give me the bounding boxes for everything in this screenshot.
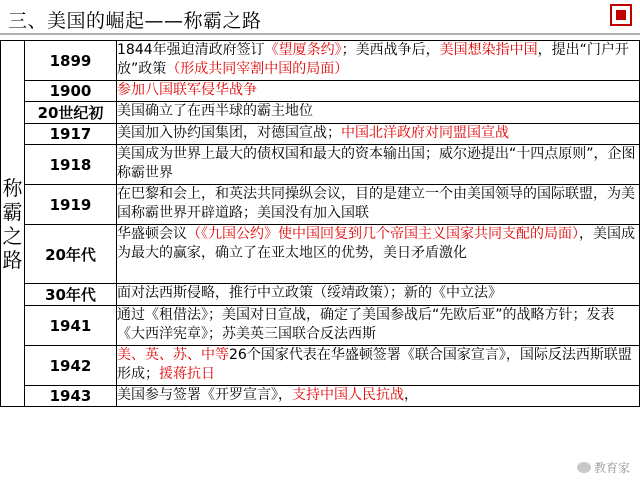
wechat-icon xyxy=(577,462,591,473)
highlight-text: 中国北洋政府对同盟国宣战 xyxy=(341,125,509,141)
year-cell: 1917 xyxy=(25,124,117,145)
highlight-text: 《望厦条约》 xyxy=(264,42,342,58)
watermark xyxy=(577,459,630,476)
description-cell xyxy=(117,346,640,386)
body-text: ， xyxy=(404,387,418,403)
body-text: 美国加入协约国集团，对德国宣战； xyxy=(117,125,341,141)
table-row xyxy=(1,81,640,102)
description-cell xyxy=(117,145,640,185)
table-row xyxy=(1,386,640,407)
year-cell: 1919 xyxy=(25,185,117,225)
body-text: 26个国家代表在华盛顿签署《联合国家宣言》，国际反法西斯联盟形成； xyxy=(117,347,632,382)
table-row xyxy=(1,225,640,284)
body-text: ，美国成为最大的赢家，确立了在亚太地区的优势，美日矛盾激化 xyxy=(117,226,635,261)
description-cell xyxy=(117,306,640,346)
description-cell xyxy=(117,284,640,306)
side-label-char: 之 xyxy=(2,223,23,248)
year-cell: 30年代 xyxy=(25,284,117,306)
highlight-text: （《九国公约》使中国回复到几个帝国主义国家共同支配的局面） xyxy=(187,226,579,242)
table-row xyxy=(1,346,640,386)
table-row xyxy=(1,145,640,185)
table-row xyxy=(1,102,640,124)
table-row xyxy=(1,185,640,225)
year-cell: 1900 xyxy=(25,81,117,102)
highlight-text: 美国想染指中国 xyxy=(439,42,538,58)
side-label xyxy=(1,41,25,407)
table-row xyxy=(1,41,640,81)
year-cell: 1941 xyxy=(25,306,117,346)
body-text: 美国成为世界上最大的债权国和最大的资本输出国；威尔逊提出“十四点原则”，企图称霸世界 xyxy=(117,146,636,181)
description-cell xyxy=(117,81,640,102)
body-text: ，提出“门户开放”政策 xyxy=(117,42,629,77)
highlight-text: 参加八国联军侵华战争 xyxy=(117,82,257,98)
side-label-char: 霸 xyxy=(2,199,23,224)
watermark-text: 教育家 xyxy=(593,461,630,475)
header-bar xyxy=(0,0,640,38)
year-cell: 1942 xyxy=(25,346,117,386)
description-cell xyxy=(117,185,640,225)
body-text: 华盛顿会议 xyxy=(117,226,187,242)
year-cell: 1899 xyxy=(25,41,117,81)
description-cell xyxy=(117,102,640,124)
description-cell xyxy=(117,386,640,407)
side-label-char: 路 xyxy=(2,247,23,272)
description-cell xyxy=(117,41,640,81)
table-row xyxy=(1,284,640,306)
highlight-text: 援蒋抗日 xyxy=(159,366,215,382)
highlight-text: 美、英、苏、中等 xyxy=(117,347,229,363)
year-cell: 1943 xyxy=(25,386,117,407)
body-text: 美国参与签署《开罗宣言》， xyxy=(117,387,292,403)
year-cell: 20年代 xyxy=(25,225,117,284)
description-cell xyxy=(117,225,640,284)
body-text: 在巴黎和会上，和英法共同操纵会议，目的是建立一个由美国领导的国际联盟，为美国称霸世界开辟道路；美国没有加入国联 xyxy=(117,186,635,221)
side-label-char: 称 xyxy=(2,175,23,200)
body-text: ；美西战争后， xyxy=(341,42,440,58)
body-text: 通过《租借法》；美国对日宣战，确定了美国参战后“先欧后亚”的战略方针；发表《大西洋宪章》；苏美英三国联合反法西斯 xyxy=(117,307,615,342)
year-cell: 20世纪初 xyxy=(25,102,117,124)
header-divider xyxy=(0,33,640,35)
body-text: 1844年强迫清政府签订 xyxy=(117,42,265,58)
highlight-text: 支持中国人民抗战 xyxy=(292,387,404,403)
table-row xyxy=(1,124,640,145)
table-row xyxy=(1,306,640,346)
body-text: 美国确立了在西半球的霸主地位 xyxy=(117,103,313,119)
history-table xyxy=(0,40,640,407)
logo-icon xyxy=(610,4,632,26)
year-cell: 1918 xyxy=(25,145,117,185)
highlight-text: （形成共同宰割中国的局面） xyxy=(166,61,349,77)
page-title: 三、美国的崛起——称霸之路 xyxy=(8,10,262,32)
description-cell xyxy=(117,124,640,145)
body-text: 面对法西斯侵略，推行中立政策（绥靖政策）；新的《中立法》 xyxy=(117,285,502,301)
